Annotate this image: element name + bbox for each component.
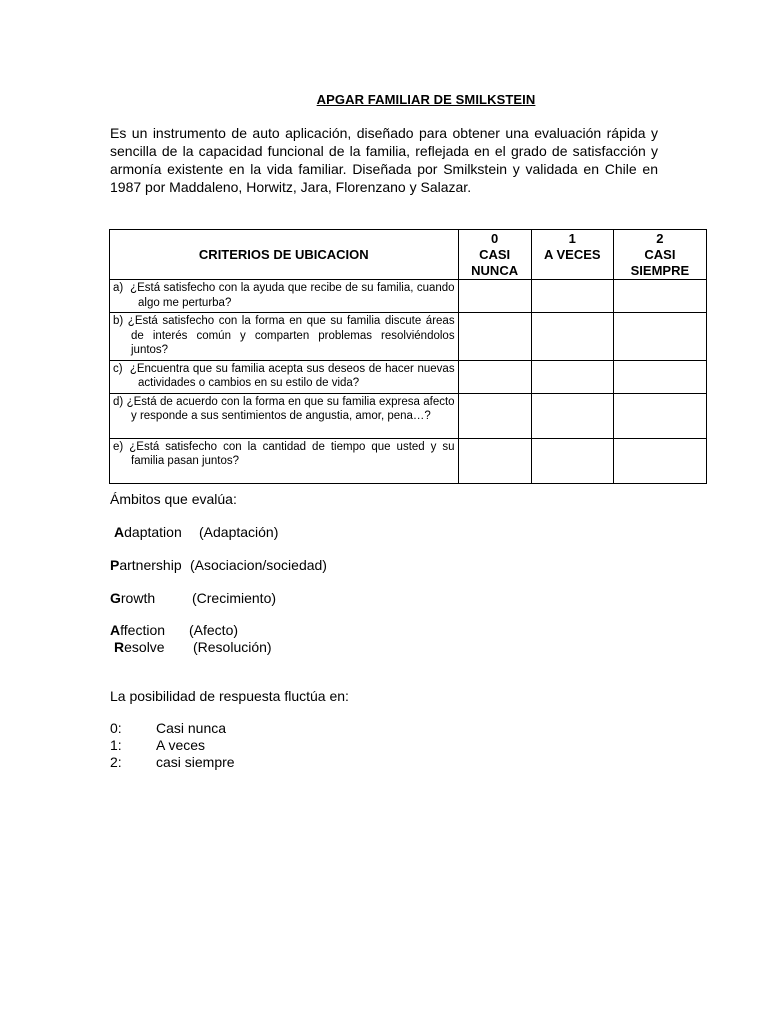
answer-b-casi-nunca[interactable] [458, 313, 531, 361]
score-2-label-line2: SIEMPRE [630, 262, 690, 278]
dimension-adaptation-initial: A [114, 524, 125, 540]
dimension-partnership-rest: artnership [119, 557, 182, 573]
criterion-d-text: ¿Está de acuerdo con la forma en que su familia expresa afecto y responde a sus sentimientos de angustia, amor, pena…? [126, 395, 455, 422]
dimension-resolve [114, 639, 165, 655]
answer-e-a-veces[interactable] [531, 438, 613, 483]
table-row [110, 360, 707, 393]
dimension-growth-rest: rowth [120, 590, 156, 606]
score-2-header [613, 230, 706, 280]
response-option-2-text: casi siempre [156, 754, 235, 770]
dimension-growth [110, 590, 155, 606]
answer-e-casi-nunca[interactable] [458, 438, 531, 483]
score-1-label-line1: A VECES [543, 246, 601, 262]
criterion-e-letter: e) [113, 440, 124, 453]
document-title: APGAR FAMILIAR DE SMILKSTEIN [316, 92, 536, 107]
score-2-number: 2 [656, 230, 664, 246]
criterion-b-cell [110, 313, 459, 361]
dimension-affection-translation: (Afecto) [189, 622, 239, 638]
criterion-c-text: ¿Encuentra que su familia acepta sus deseos de hacer nuevas actividades o cambios en su estilo de vida? [129, 362, 455, 389]
answer-c-casi-nunca[interactable] [458, 360, 531, 393]
answer-c-a-veces[interactable] [531, 360, 613, 393]
score-0-header [458, 230, 531, 280]
dimension-affection-initial: A [110, 622, 121, 638]
dimension-growth-initial: G [110, 590, 121, 606]
answer-b-a-veces[interactable] [531, 313, 613, 361]
answer-d-a-veces[interactable] [531, 393, 613, 438]
dimension-resolve-initial: R [114, 639, 125, 655]
criteria-header: CRITERIOS DE UBICACION [110, 230, 459, 280]
table-row [110, 393, 707, 438]
criterion-a-letter: a) [113, 282, 124, 294]
dimension-adaptation-translation: (Adaptación) [199, 524, 279, 540]
response-option-2-number: 2: [110, 754, 122, 770]
criterion-e-cell [110, 438, 459, 483]
response-option-1-text: A veces [156, 737, 206, 753]
criterion-b-letter: b) [113, 315, 124, 327]
respuestas-label: La posibilidad de respuesta fluctúa en: [110, 688, 349, 704]
dimension-growth-translation: (Crecimiento) [192, 590, 277, 606]
answer-d-casi-nunca[interactable] [458, 393, 531, 438]
score-1-header [531, 230, 613, 280]
table-header-row [110, 230, 707, 280]
score-2-label-line1: CASI [644, 246, 676, 262]
criterion-e-text: ¿Está satisfecho con la cantidad de tiempo que usted y su familia pasan juntos? [129, 440, 455, 467]
answer-e-casi-siempre[interactable] [613, 438, 706, 483]
criterion-c-letter: c) [113, 362, 123, 375]
criterion-a-cell [110, 280, 459, 313]
dimension-partnership-initial: P [110, 557, 120, 573]
dimension-resolve-rest: esolve [124, 639, 165, 655]
criteria-table [109, 229, 707, 484]
response-option-1 [110, 737, 205, 753]
answer-d-casi-siempre[interactable] [613, 393, 706, 438]
answer-c-casi-siempre[interactable] [613, 360, 706, 393]
dimension-partnership [110, 557, 182, 573]
score-0-label-line2: NUNCA [471, 262, 519, 278]
table-row [110, 313, 707, 361]
dimension-affection-rest: ffection [120, 622, 166, 638]
response-option-0-text: Casi nunca [156, 720, 227, 736]
dimension-resolve-translation: (Resolución) [193, 639, 272, 655]
intro-paragraph: Es un instrumento de auto aplicación, diseñado para obtener una evaluación rápida y sencilla de la capacidad funcional de la familia, reflejada en el grado de satisfacción y armonía existente en la vida familiar. Diseñada por Smilkstein y validada en Chile en 1987 por Maddaleno, Horwitz, Jara, Florenzano y Salazar. [110, 125, 658, 195]
ambitos-label: Ámbitos que evalúa: [110, 491, 237, 507]
response-option-0 [110, 720, 226, 736]
table-row [110, 438, 707, 483]
score-0-label-line1: CASI [479, 246, 511, 262]
score-0-number: 0 [491, 230, 499, 246]
criterion-d-cell [110, 393, 459, 438]
table-row [110, 280, 707, 313]
score-1-number: 1 [568, 230, 576, 246]
criterion-c-cell [110, 360, 459, 393]
dimension-adaptation [114, 524, 182, 540]
response-option-1-number: 1: [110, 737, 122, 753]
dimension-affection [110, 622, 165, 638]
response-option-2 [110, 754, 235, 770]
answer-b-casi-siempre[interactable] [613, 313, 706, 361]
answer-a-casi-siempre[interactable] [613, 280, 706, 313]
criterion-a-text: ¿Está satisfecho con la ayuda que recibe de su familia, cuando algo me perturba? [130, 282, 455, 309]
answer-a-a-veces[interactable] [531, 280, 613, 313]
criterion-d-letter: d) [113, 395, 124, 408]
response-option-0-number: 0: [110, 720, 122, 736]
dimension-partnership-translation: (Asociacion/sociedad) [190, 557, 327, 573]
dimension-adaptation-rest: daptation [124, 524, 182, 540]
answer-a-casi-nunca[interactable] [458, 280, 531, 313]
criterion-b-text: ¿Está satisfecho con la forma en que su familia discute áreas de interés común y comparten problemas resolviéndolos juntos? [127, 315, 455, 356]
